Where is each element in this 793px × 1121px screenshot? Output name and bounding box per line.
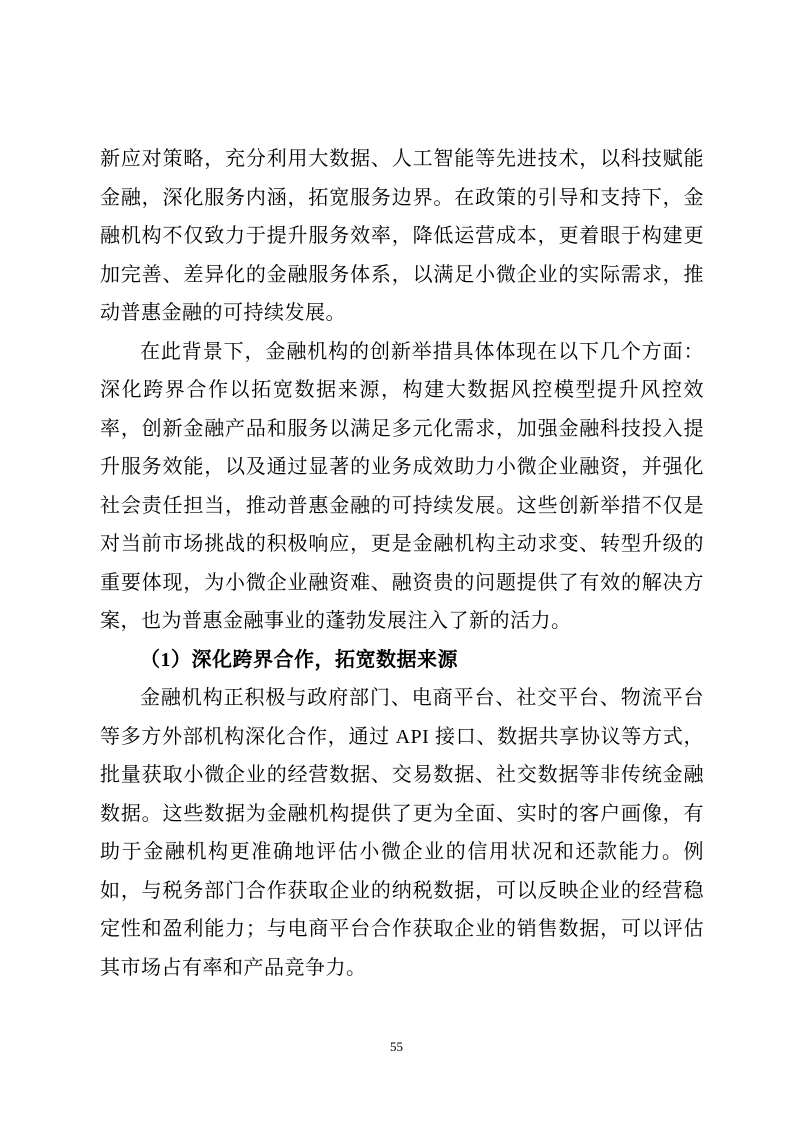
paragraph: 在此背景下，金融机构的创新举措具体体现在以下几个方面：深化跨界合作以拓宽数据来源，构建大数据风控模型提升风控效率，创新金融产品和服务以满足多元化需求，加强金融科技投入提升服务效能，以及通过显著的业务成效助力小微企业融资，并强化社会责任担当，推动普惠金融的可持续发展。这些创新举措不仅是对当前市场挑战的积极响应，更是金融机构主动求变、转型升级的重要体现，为小微企业融资难、融资贵的问题提供了有效的解决方案，也为普惠金融事业的蓬勃发展注入了新的活力。 <box>100 340 704 632</box>
paragraph: 金融机构正积极与政府部门、电商平台、社交平台、物流平台等多方外部机构深化合作，通过 API 接口、数据共享协议等方式，批量获取小微企业的经营数据、交易数据、社交数据等非传统金融数据。这些数据为金融机构提供了更为全面、实时的客户画像，有助于金融机构更准确地评估小微企业的信用状况和还款能力。例如，与税务部门合作获取企业的纳税数据，可以反映企业的经营稳定性和盈利能力；与电商平台合作获取企业的销售数据，可以评估其市场占有率和产品竞争力。 <box>100 687 704 979</box>
page-number: 55 <box>390 1039 403 1054</box>
section-heading: （1）深化跨界合作，拓宽数据来源 <box>140 648 458 671</box>
page-content <box>100 140 704 987</box>
paragraph-continuation: 新应对策略，充分利用大数据、人工智能等先进技术，以科技赋能金融，深化服务内涵，拓宽服务边界。在政策的引导和支持下，金融机构不仅致力于提升服务效率，降低运营成本，更着眼于构建更加完善、差异化的金融服务体系，以满足小微企业的实际需求，推动普惠金融的可持续发展。 <box>100 148 704 324</box>
